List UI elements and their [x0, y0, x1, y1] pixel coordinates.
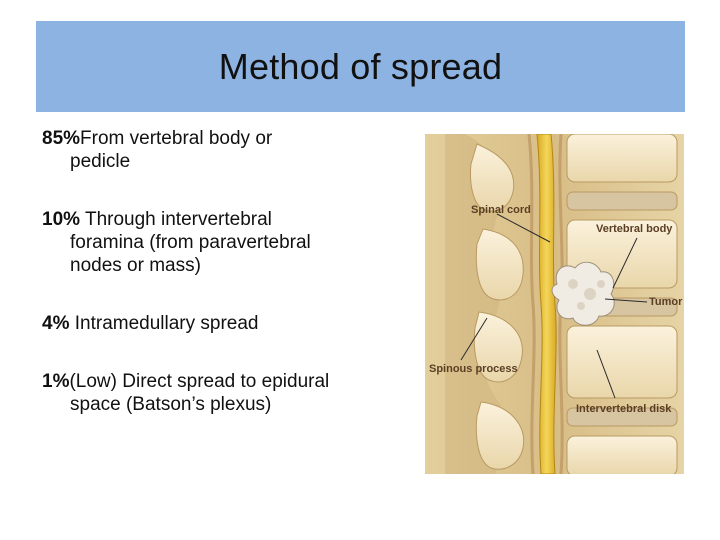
bullet-item [42, 208, 332, 277]
bullet-text: (Low) Direct spread to epidural space (Batson’s plexus) [69, 371, 330, 415]
tumor-lobule [577, 302, 585, 310]
label-spinous-process: Spinous process [429, 363, 518, 375]
slide-title: Method of spread [218, 45, 503, 87]
vertebral-body-3 [567, 326, 677, 398]
bullet-item [42, 312, 332, 335]
label-spinal-cord: Spinal cord [471, 204, 531, 216]
intervertebral-disk-1 [567, 192, 677, 210]
bullet-text: Through intervertebral foramina (from paravertebral nodes or mass) [70, 209, 311, 276]
bullet-item [42, 127, 332, 173]
spine-illustration [425, 134, 684, 474]
title-bar [36, 21, 685, 112]
tumor-lobule [597, 280, 605, 288]
label-vertebral-body: Vertebral body [596, 223, 673, 235]
tumor-mass [552, 262, 614, 325]
bullet-text: Intramedullary spread [69, 313, 259, 334]
bullet-percent: 1% [42, 371, 70, 392]
tumor-lobule [584, 288, 596, 300]
bullet-item [42, 370, 332, 416]
tumor-lobule [568, 279, 578, 289]
bullet-percent: 85% [42, 128, 81, 149]
bullet-percent: 4% [42, 313, 70, 334]
bullet-list [42, 127, 332, 451]
bullet-percent: 10% [42, 209, 81, 230]
label-intervertebral-disk: Intervertebral disk [576, 403, 672, 415]
label-tumor: Tumor [649, 296, 683, 308]
vertebral-body-4 [567, 436, 677, 474]
vertebral-body-1 [567, 134, 677, 182]
spine-diagram [425, 134, 684, 474]
bullet-text: From vertebral body or pedicle [70, 128, 273, 172]
